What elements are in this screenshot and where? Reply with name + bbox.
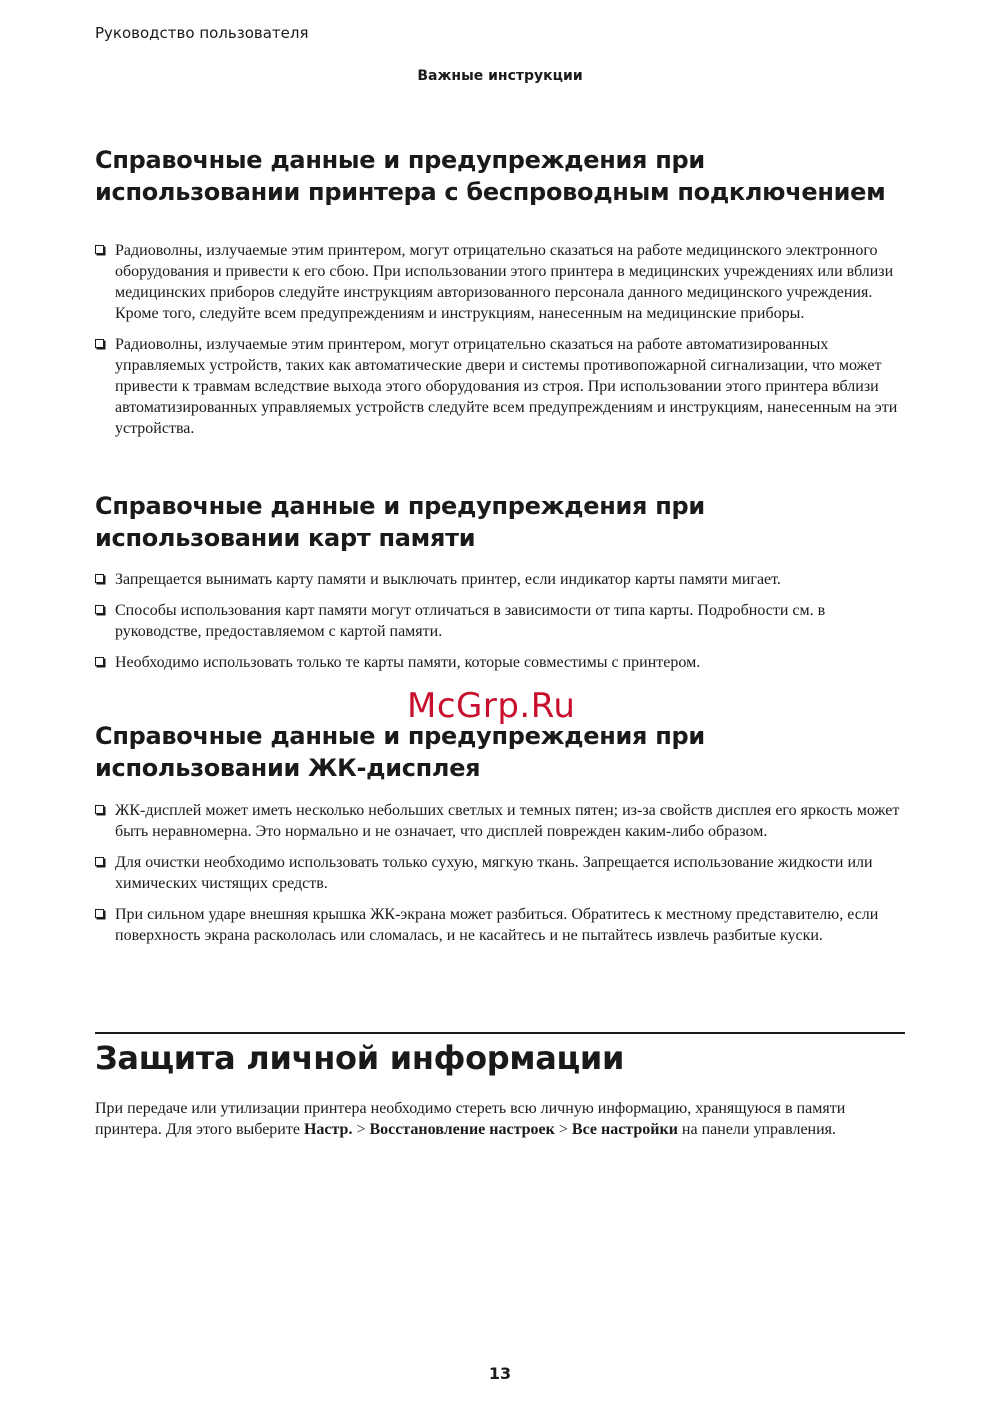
watermark: McGrp.Ru [407, 686, 576, 726]
menu-path-restore: Восстановление настроек [369, 1121, 555, 1138]
checkbox-bullet-icon [95, 909, 104, 918]
checkbox-bullet-icon [95, 605, 104, 614]
document-title: Руководство пользователя [95, 24, 309, 42]
list-item: Запрещается вынимать карту памяти и выключать принтер, если индикатор карты памяти мигает. [95, 569, 907, 590]
warning-list [95, 569, 907, 673]
checkbox-bullet-icon [95, 245, 104, 254]
section-title: Справочные данные и предупреждения при использовании карт памяти [95, 492, 705, 552]
checkbox-bullet-icon [95, 857, 104, 866]
checkbox-bullet-icon [95, 574, 104, 583]
section-wireless [95, 144, 907, 449]
section-header: Важные инструкции [417, 68, 583, 84]
section-title: Справочные данные и предупреждения при использовании ЖК-дисплея [95, 722, 705, 782]
menu-path-all-settings: Все настройки [571, 1121, 678, 1138]
menu-path-settings: Настр. [303, 1121, 353, 1138]
privacy-title: Защита личной информации [95, 1039, 625, 1077]
list-item: При сильном ударе внешняя крышка ЖК-экрана может разбиться. Обратитесь к местному представителю, если поверхность экрана раскололась или сломалась, и не касайтесь и не пытайтесь извлечь разбитые куски. [95, 904, 907, 946]
section-title: Справочные данные и предупреждения при использовании принтера с беспроводным подключением [95, 146, 886, 206]
section-lcd [95, 720, 907, 956]
checkbox-bullet-icon [95, 339, 104, 348]
list-item: Для очистки необходимо использовать только сухую, мягкую ткань. Запрещается использование жидкости или химических чистящих средств. [95, 852, 907, 894]
list-item: Способы использования карт памяти могут отличаться в зависимости от типа карты. Подробности см. в руководстве, предоставляемом с картой памяти. [95, 600, 907, 642]
page-number: 13 [488, 1364, 512, 1383]
list-item: Необходимо использовать только те карты памяти, которые совместимы с принтером. [95, 652, 907, 673]
list-item: Радиоволны, излучаемые этим принтером, могут отрицательно сказаться на работе автоматизированных управляемых устройств, таких как автоматические двери и системы противопожарной сигнализации, что может привести к травмам вследствие выхода этого оборудования из строя. При использовании этого принтера вблизи автоматизированных управляемых устройств следуйте всем предупреждениям и инструкциям, нанесенным на эти устройства. [95, 334, 907, 439]
warning-list [95, 240, 907, 439]
list-item: ЖК-дисплей может иметь несколько небольших светлых и темных пятен; из-за свойств дисплея его яркость может быть неравномерна. Это нормально и не означает, что дисплей поврежден каким-либо образом. [95, 800, 907, 842]
list-item: Радиоволны, излучаемые этим принтером, могут отрицательно сказаться на работе медицинского электронного оборудования и привести к его сбою. При использовании этого принтера в медицинских учреждениях или вблизи медицинских приборов следуйте инструкциям авторизованного персонала данного медицинского учреждения. Кроме того, следуйте всем предупреждениям и инструкциям, нанесенным на медицинские приборы. [95, 240, 907, 324]
warning-list [95, 800, 907, 946]
checkbox-bullet-icon [95, 657, 104, 666]
checkbox-bullet-icon [95, 805, 104, 814]
section-memory-cards [95, 490, 907, 683]
privacy-paragraph: При передаче или утилизации принтера необходимо стереть всю личную информацию, хранящуюся в памяти принтера. Для этого выберите Настр. > Восстановление настроек > Все настройки на панели управления. [95, 1100, 846, 1138]
section-divider [95, 1032, 905, 1034]
